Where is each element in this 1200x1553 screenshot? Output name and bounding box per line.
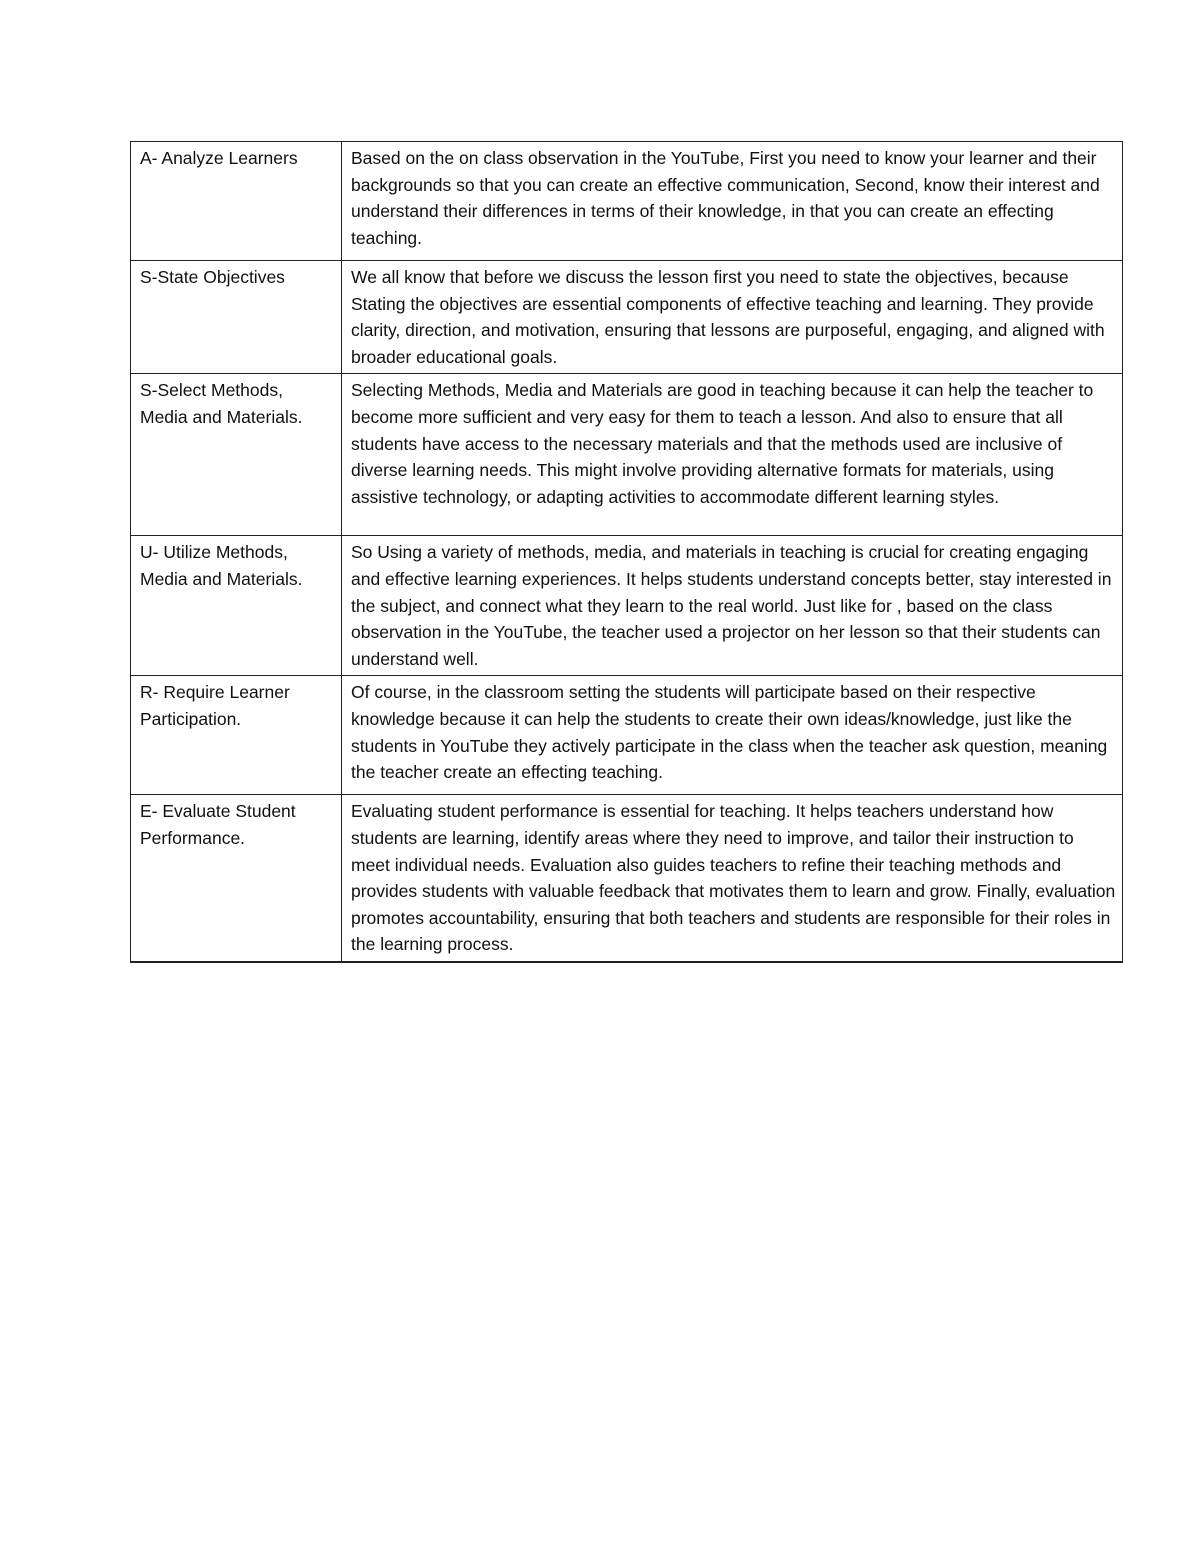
table-row (131, 374, 1123, 536)
table-row (131, 261, 1123, 374)
table-row (131, 536, 1123, 676)
description-cell: Evaluating student performance is essential for teaching. It helps teachers understand how students are learning, identify areas where they need to improve, and tailor their instruction to meet individual needs. Evaluation also guides teachers to refine their teaching methods and provides students with valuable feedback that motivates them to learn and grow. Finally, evaluation promotes accountability, ensuring that both teachers and students are responsible for their roles in the learning process. (342, 795, 1123, 962)
description-cell: Based on the on class observation in the YouTube, First you need to know your learner and their backgrounds so that you can create an effective communication, Second, know their interest and understand their differences in terms of their knowledge, in that you can create an effecting teaching. (342, 142, 1123, 261)
description-cell: We all know that before we discuss the lesson first you need to state the objectives, because Stating the objectives are essential components of effective teaching and learning. They provide clarity, direction, and motivation, ensuring that lessons are purposeful, engaging, and aligned with broader educational goals. (342, 261, 1123, 374)
step-cell: E- Evaluate Student Performance. (131, 795, 342, 962)
table-row (131, 142, 1123, 261)
step-cell: A- Analyze Learners (131, 142, 342, 261)
description-cell: So Using a variety of methods, media, and materials in teaching is crucial for creating engaging and effective learning experiences. It helps students understand concepts better, stay interested in the subject, and connect what they learn to the real world. Just like for , based on the class observation in the YouTube, the teacher used a projector on her lesson so that their students can understand well. (342, 536, 1123, 676)
description-cell: Of course, in the classroom setting the students will participate based on their respective knowledge because it can help the students to create their own ideas/knowledge, just like the students in YouTube they actively participate in the class when the teacher ask question, meaning the teacher create an effecting teaching. (342, 676, 1123, 795)
step-cell: S-Select Methods, Media and Materials. (131, 374, 342, 536)
description-cell: Selecting Methods, Media and Materials are good in teaching because it can help the teacher to become more sufficient and very easy for them to teach a lesson. And also to ensure that all students have access to the necessary materials and that the methods used are inclusive of diverse learning needs. This might involve providing alternative formats for materials, using assistive technology, or adapting activities to accommodate different learning styles. (342, 374, 1123, 536)
assure-model-table (130, 141, 1123, 963)
table-row (131, 676, 1123, 795)
step-cell: S-State Objectives (131, 261, 342, 374)
step-cell: R- Require Learner Participation. (131, 676, 342, 795)
table-row (131, 795, 1123, 962)
step-cell: U- Utilize Methods, Media and Materials. (131, 536, 342, 676)
